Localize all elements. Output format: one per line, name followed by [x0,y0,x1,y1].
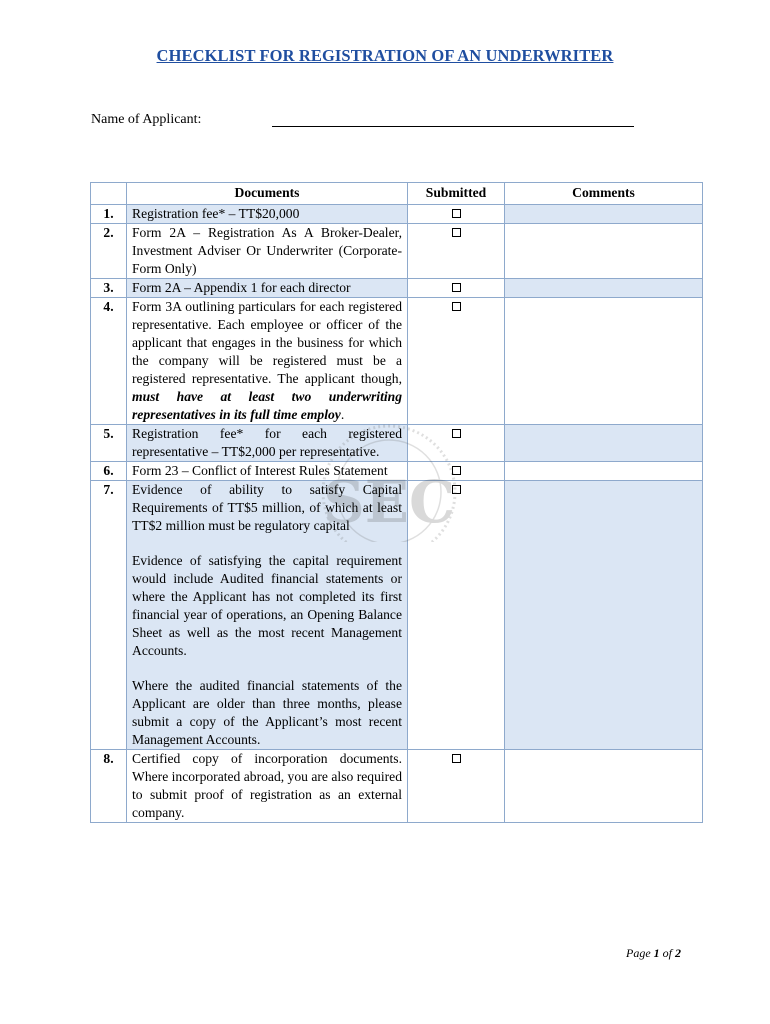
document-paragraph [132,552,402,660]
document-text: Certified copy of incorporation documents. Where incorporated abroad, you are also required to submit proof of registration as an external company. [132,751,402,820]
submitted-cell [408,481,505,750]
checklist-table [90,182,703,823]
submitted-cell [408,425,505,462]
document-description [127,750,408,823]
document-description [127,205,408,224]
submitted-checkbox[interactable] [452,429,461,438]
page-title: CHECKLIST FOR REGISTRATION OF AN UNDERWRITER [156,46,614,65]
submitted-cell [408,279,505,298]
document-paragraph [132,298,402,424]
emphasis-text: must have at least two underwriting representatives in its full time employ [132,389,402,422]
page-number [626,946,681,961]
document-paragraph [132,205,402,223]
paragraph-gap [132,535,402,552]
table-row [91,205,703,224]
document-paragraph [132,462,402,480]
table-row [91,298,703,425]
document-paragraph [132,224,402,278]
item-number: 6. [91,462,127,481]
header-number [91,183,127,205]
document-description [127,224,408,279]
submitted-checkbox[interactable] [452,485,461,494]
comments-cell[interactable] [505,224,703,279]
paragraph-gap [132,660,402,677]
item-number: 3. [91,279,127,298]
comments-cell[interactable] [505,425,703,462]
submitted-cell [408,205,505,224]
submitted-checkbox[interactable] [452,754,461,763]
checklist-rows [91,205,703,823]
document-paragraph [132,750,402,822]
item-number: 5. [91,425,127,462]
submitted-checkbox[interactable] [452,466,461,475]
page-prefix: Page [626,946,654,960]
document-text: Where the audited financial statements of the Applicant are older than three months, please submit a copy of the Applicant’s most recent Management Accounts. [132,678,402,747]
page-current: 1 [653,946,660,960]
header-documents: Documents [127,183,408,205]
item-number: 7. [91,481,127,750]
comments-cell[interactable] [505,750,703,823]
applicant-name-label: Name of Applicant: [91,112,202,127]
document-text: Registration fee* for each registered representative – TT$2,000 per representative. [132,426,402,459]
document-text: Form 3A outlining particulars for each registered representative. Each employee or officer of the applicant that engages in the business for which the company will be registered must be a registered representative. The applicant though, [132,299,402,386]
table-row [91,462,703,481]
document-text: Form 2A – Appendix 1 for each director [132,280,351,295]
submitted-cell [408,462,505,481]
submitted-cell [408,750,505,823]
table-header-row [91,183,703,205]
document-text: Form 23 – Conflict of Interest Rules Statement [132,463,388,478]
submitted-checkbox[interactable] [452,283,461,292]
submitted-checkbox[interactable] [452,209,461,218]
document-paragraph [132,279,402,297]
item-number: 2. [91,224,127,279]
submitted-cell [408,224,505,279]
page-middle: of [659,946,675,960]
submitted-cell [408,298,505,425]
document-description [127,481,408,750]
document-paragraph [132,677,402,749]
document-text: Evidence of satisfying the capital requirement would include Audited financial statements or where the Applicant has not completed its first financial year of operations, an Opening Balance Sheet as well as the most recent Management Accounts. [132,553,402,658]
submitted-checkbox[interactable] [452,302,461,311]
document-paragraph [132,425,402,461]
document-description [127,298,408,425]
submitted-checkbox[interactable] [452,228,461,237]
document-text: . [340,407,345,422]
header-comments: Comments [505,183,703,205]
table-row [91,279,703,298]
comments-cell[interactable] [505,279,703,298]
comments-cell[interactable] [505,298,703,425]
document-text: Registration fee* – TT$20,000 [132,206,300,221]
page-total: 2 [675,946,681,960]
comments-cell[interactable] [505,481,703,750]
comments-cell[interactable] [505,462,703,481]
applicant-name-line[interactable] [272,126,634,127]
table-row [91,481,703,750]
document-description [127,462,408,481]
table-row [91,224,703,279]
header-submitted: Submitted [408,183,505,205]
document-text: Evidence of ability to satisfy Capital Requirements of TT$5 million, of which at least TT$2 million must be regulatory capital [132,482,402,533]
item-number: 4. [91,298,127,425]
document-description [127,425,408,462]
table-row [91,750,703,823]
document-text: Form 2A – Registration As A Broker-Dealer, Investment Adviser Or Underwriter (Corporate-Form Only) [132,225,402,276]
document-description [127,279,408,298]
item-number: 8. [91,750,127,823]
item-number: 1. [91,205,127,224]
document-paragraph [132,481,402,535]
table-row [91,425,703,462]
comments-cell[interactable] [505,205,703,224]
